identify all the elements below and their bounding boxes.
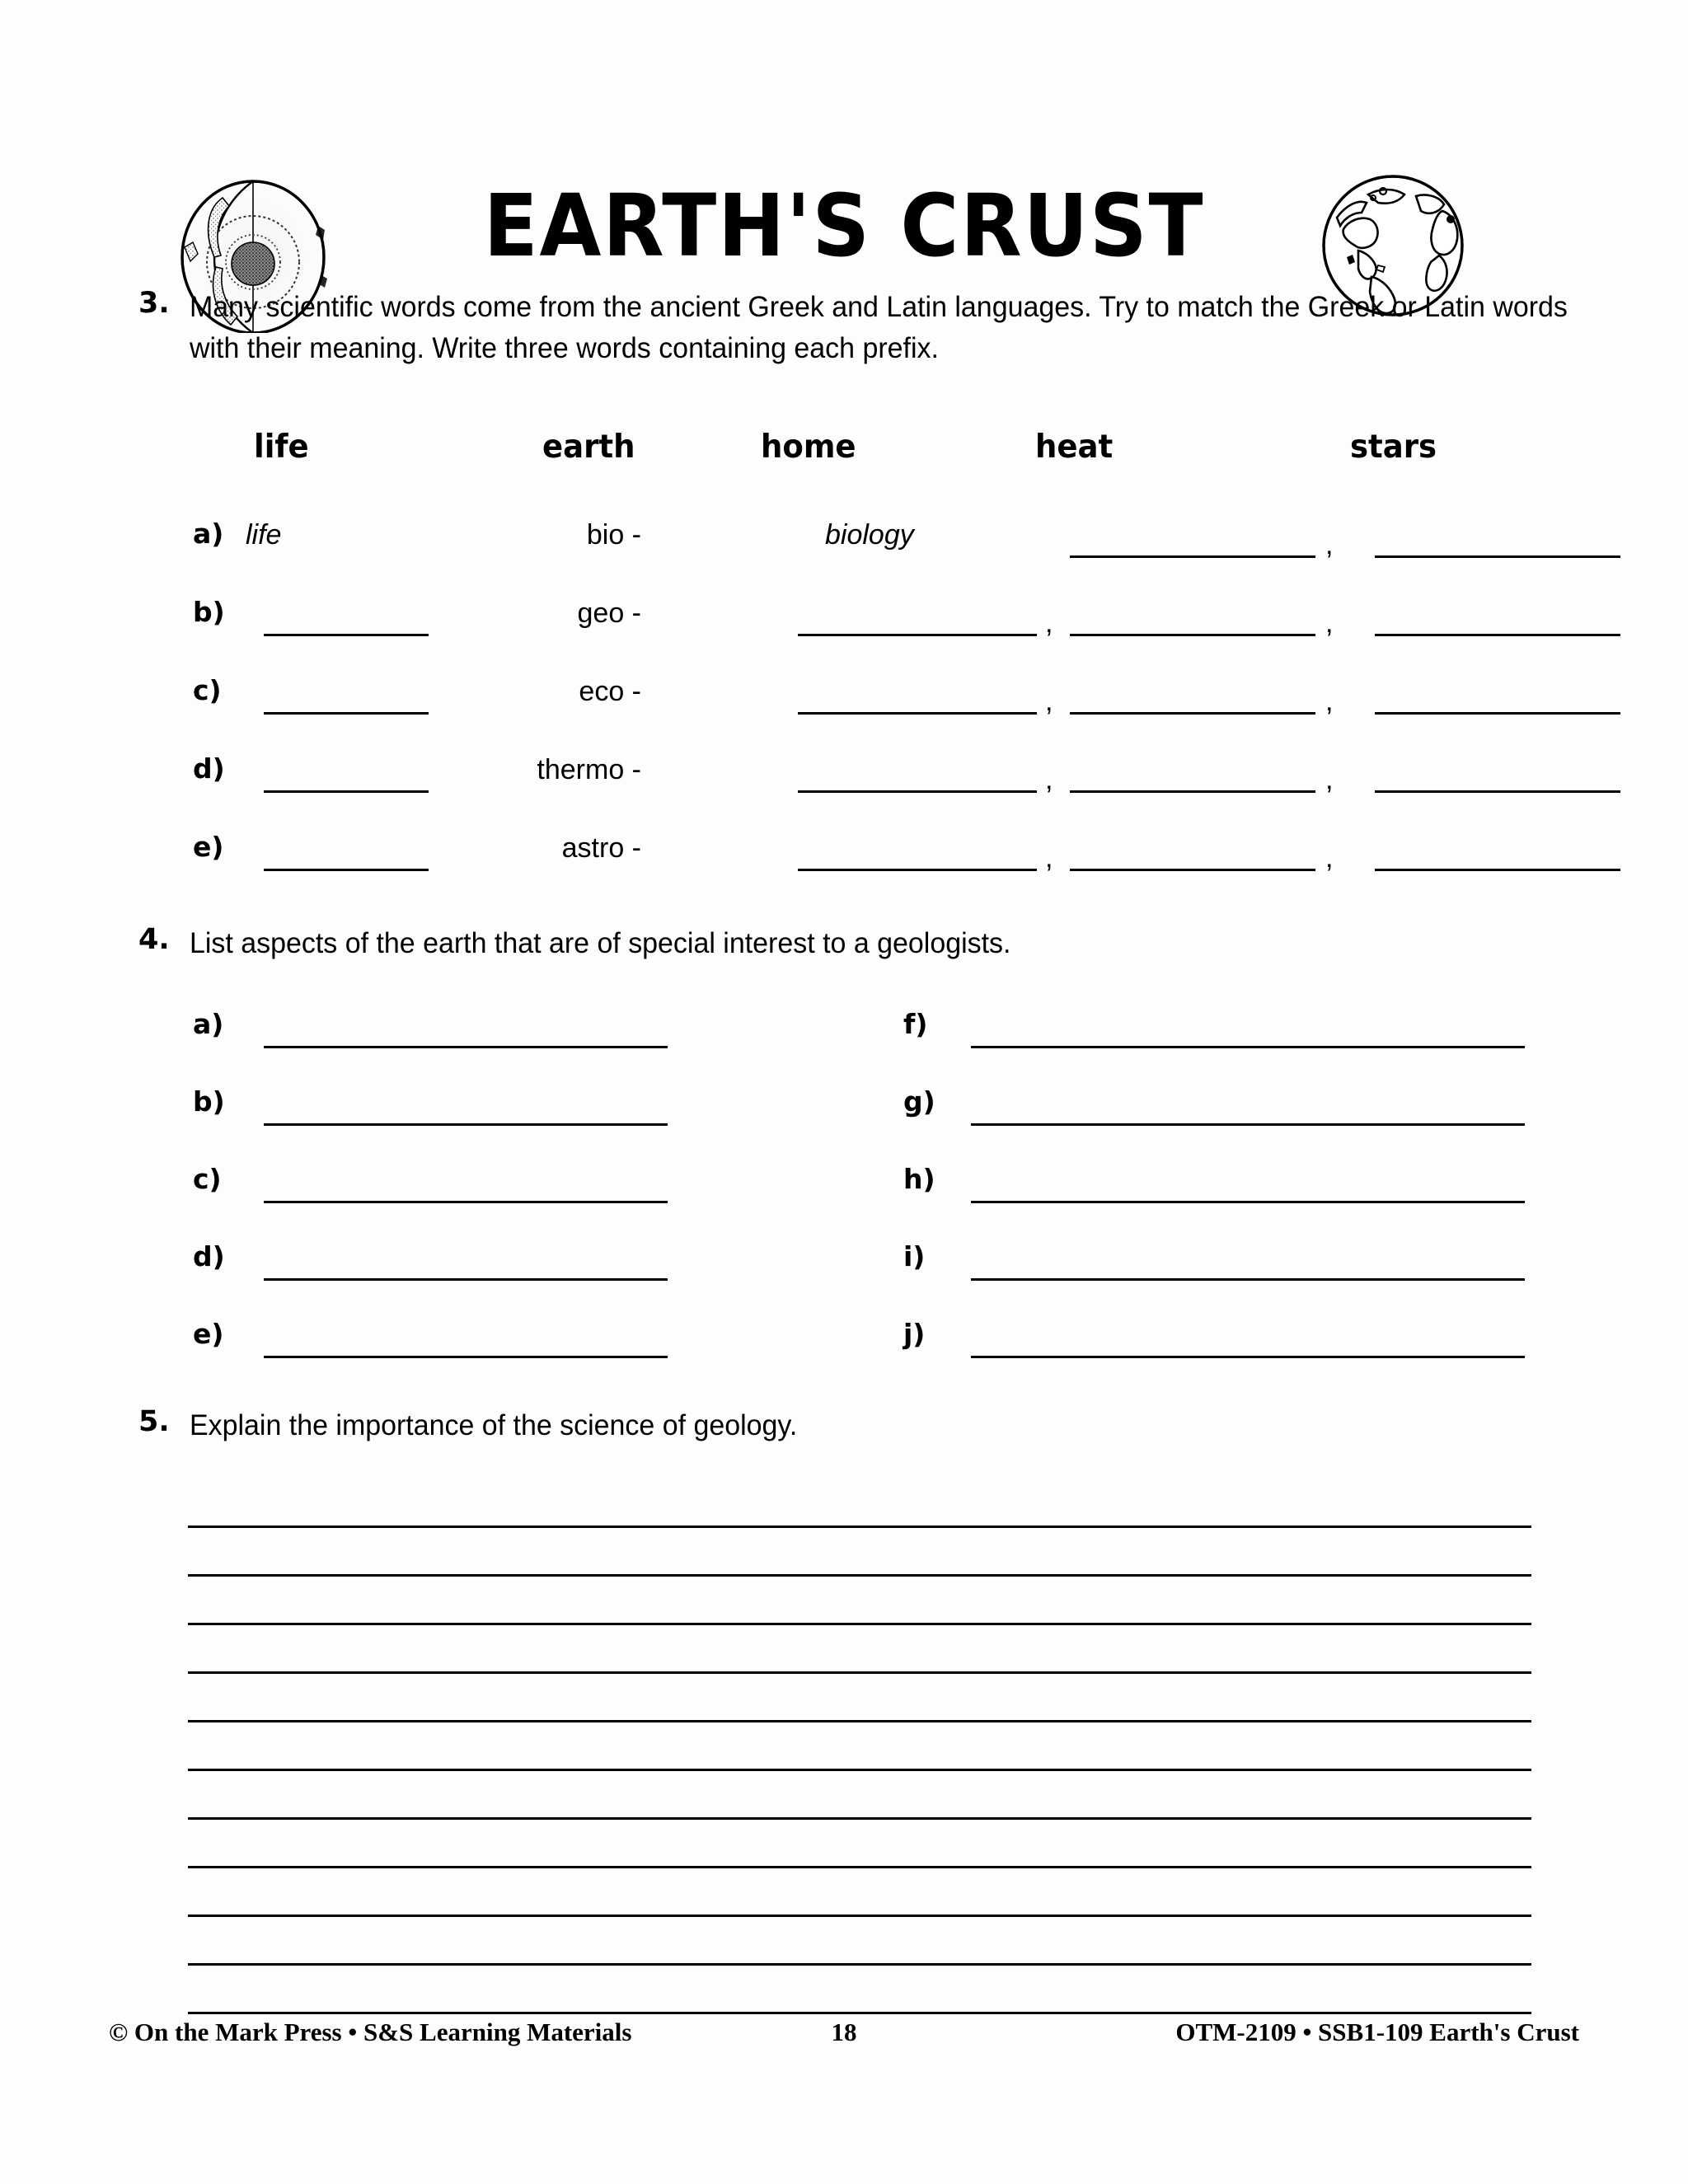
separator-comma: , [1045,686,1053,717]
question-4-text: List aspects of the earth that are of special interest to a geologists. [190,927,1011,959]
row-letter: d) [193,752,225,785]
list-item [138,1001,1622,1079]
meaning-blank[interactable] [264,634,429,636]
answer-blank[interactable] [188,1966,1531,2014]
word-bank-item-heat: heat [1035,429,1114,466]
list-letter: a) [193,1008,224,1040]
list-letter: j) [903,1318,926,1350]
list-item [138,1156,1622,1234]
separator-comma: , [1045,764,1053,795]
example-word-value: biology [825,519,914,551]
list-letter: c) [193,1163,222,1195]
footer-product-code: OTM-2109 • SSB1-109 Earth's Crust [1175,2018,1579,2046]
answer-blank[interactable] [188,1771,1531,1820]
answer-blank[interactable] [188,1868,1531,1917]
question-4 [138,923,1614,964]
list-letter: b) [193,1085,225,1118]
row-letter: c) [193,674,222,706]
answer-blank[interactable] [1375,869,1620,871]
separator-comma: , [1045,607,1053,639]
separator-comma: , [1325,529,1334,560]
question-3-number: 3. [138,287,170,320]
answer-blank[interactable] [971,1201,1525,1203]
table-row [138,666,1622,744]
answer-blank[interactable] [971,1046,1525,1048]
row-letter: e) [193,831,224,863]
answer-blank[interactable] [798,712,1037,715]
meaning-value: life [246,519,282,551]
answer-blank[interactable] [1070,555,1315,558]
list-item [138,1234,1622,1311]
separator-comma: , [1325,607,1334,639]
prefix-label: astro - [561,832,641,864]
meaning-blank[interactable] [264,869,429,871]
question-5-number: 5. [138,1405,170,1438]
answer-blank[interactable] [188,1722,1531,1771]
meaning-blank[interactable] [264,790,429,793]
page-header [0,79,1688,276]
separator-comma: , [1045,842,1053,874]
answer-blank[interactable] [264,1046,668,1048]
word-bank-item-earth: earth [542,429,635,466]
separator-comma: , [1325,686,1334,717]
answer-blank[interactable] [1070,712,1315,715]
answer-blank[interactable] [188,1577,1531,1625]
answer-blank[interactable] [798,869,1037,871]
question-4-number: 4. [138,923,170,956]
question-3 [138,287,1614,368]
table-row [138,509,1622,588]
table-row [138,823,1622,901]
row-letter: a) [193,518,224,550]
prefix-match-table [138,509,1622,901]
question-5-answer-lines [188,1479,1531,2014]
question-5-text: Explain the importance of the science of geology. [190,1409,798,1441]
list-item [138,1079,1622,1156]
word-bank-item-stars: stars [1350,429,1437,466]
list-letter: d) [193,1240,225,1272]
answer-blank[interactable] [264,1278,668,1281]
answer-blank[interactable] [1070,634,1315,636]
answer-blank[interactable] [188,1528,1531,1577]
list-letter: f) [903,1008,928,1040]
question-3-text: Many scientific words come from the ancient Greek and Latin languages. Try to match the Greek or Latin words with their meaning. Write three words containing each prefix. [190,291,1568,364]
prefix-label: bio - [586,519,641,551]
answer-blank[interactable] [188,1479,1531,1528]
separator-comma: , [1325,764,1334,795]
answer-blank[interactable] [798,634,1037,636]
page-title: EARTH'S CRUST [483,176,1205,276]
answer-blank[interactable] [971,1278,1525,1281]
prefix-label: thermo - [537,754,641,785]
question-5 [138,1405,1614,1446]
list-item [138,1311,1622,1389]
answer-blank[interactable] [971,1123,1525,1126]
answer-blank[interactable] [264,1356,668,1358]
answer-blank[interactable] [798,790,1037,793]
answer-blank[interactable] [1375,555,1620,558]
answer-blank[interactable] [264,1123,668,1126]
answer-blank[interactable] [1070,790,1315,793]
list-letter: e) [193,1318,224,1350]
footer-publisher: © On the Mark Press • S&S Learning Materials [109,2018,632,2046]
answer-blank[interactable] [264,1201,668,1203]
page-footer [0,2018,1688,2067]
answer-blank[interactable] [188,1917,1531,1966]
meaning-blank[interactable] [264,712,429,715]
answer-blank[interactable] [971,1356,1525,1358]
answer-blank[interactable] [1375,790,1620,793]
answer-blank[interactable] [1070,869,1315,871]
table-row [138,744,1622,823]
answer-blank[interactable] [188,1625,1531,1674]
row-letter: b) [193,596,225,628]
page-number: 18 [831,2018,857,2046]
answer-blank[interactable] [1375,634,1620,636]
answer-blank[interactable] [1375,712,1620,715]
prefix-label: eco - [579,676,641,707]
table-row [138,588,1622,666]
word-bank-headings [138,429,1622,478]
list-letter: h) [903,1163,935,1195]
list-letter: g) [903,1085,935,1118]
word-bank-item-home: home [761,429,856,466]
answer-blank[interactable] [188,1674,1531,1722]
list-letter: i) [903,1240,926,1272]
word-bank-item-life: life [254,429,309,466]
answer-blank[interactable] [188,1820,1531,1868]
separator-comma: , [1325,842,1334,874]
question-4-answer-list [138,1001,1622,1389]
prefix-label: geo - [577,598,641,629]
